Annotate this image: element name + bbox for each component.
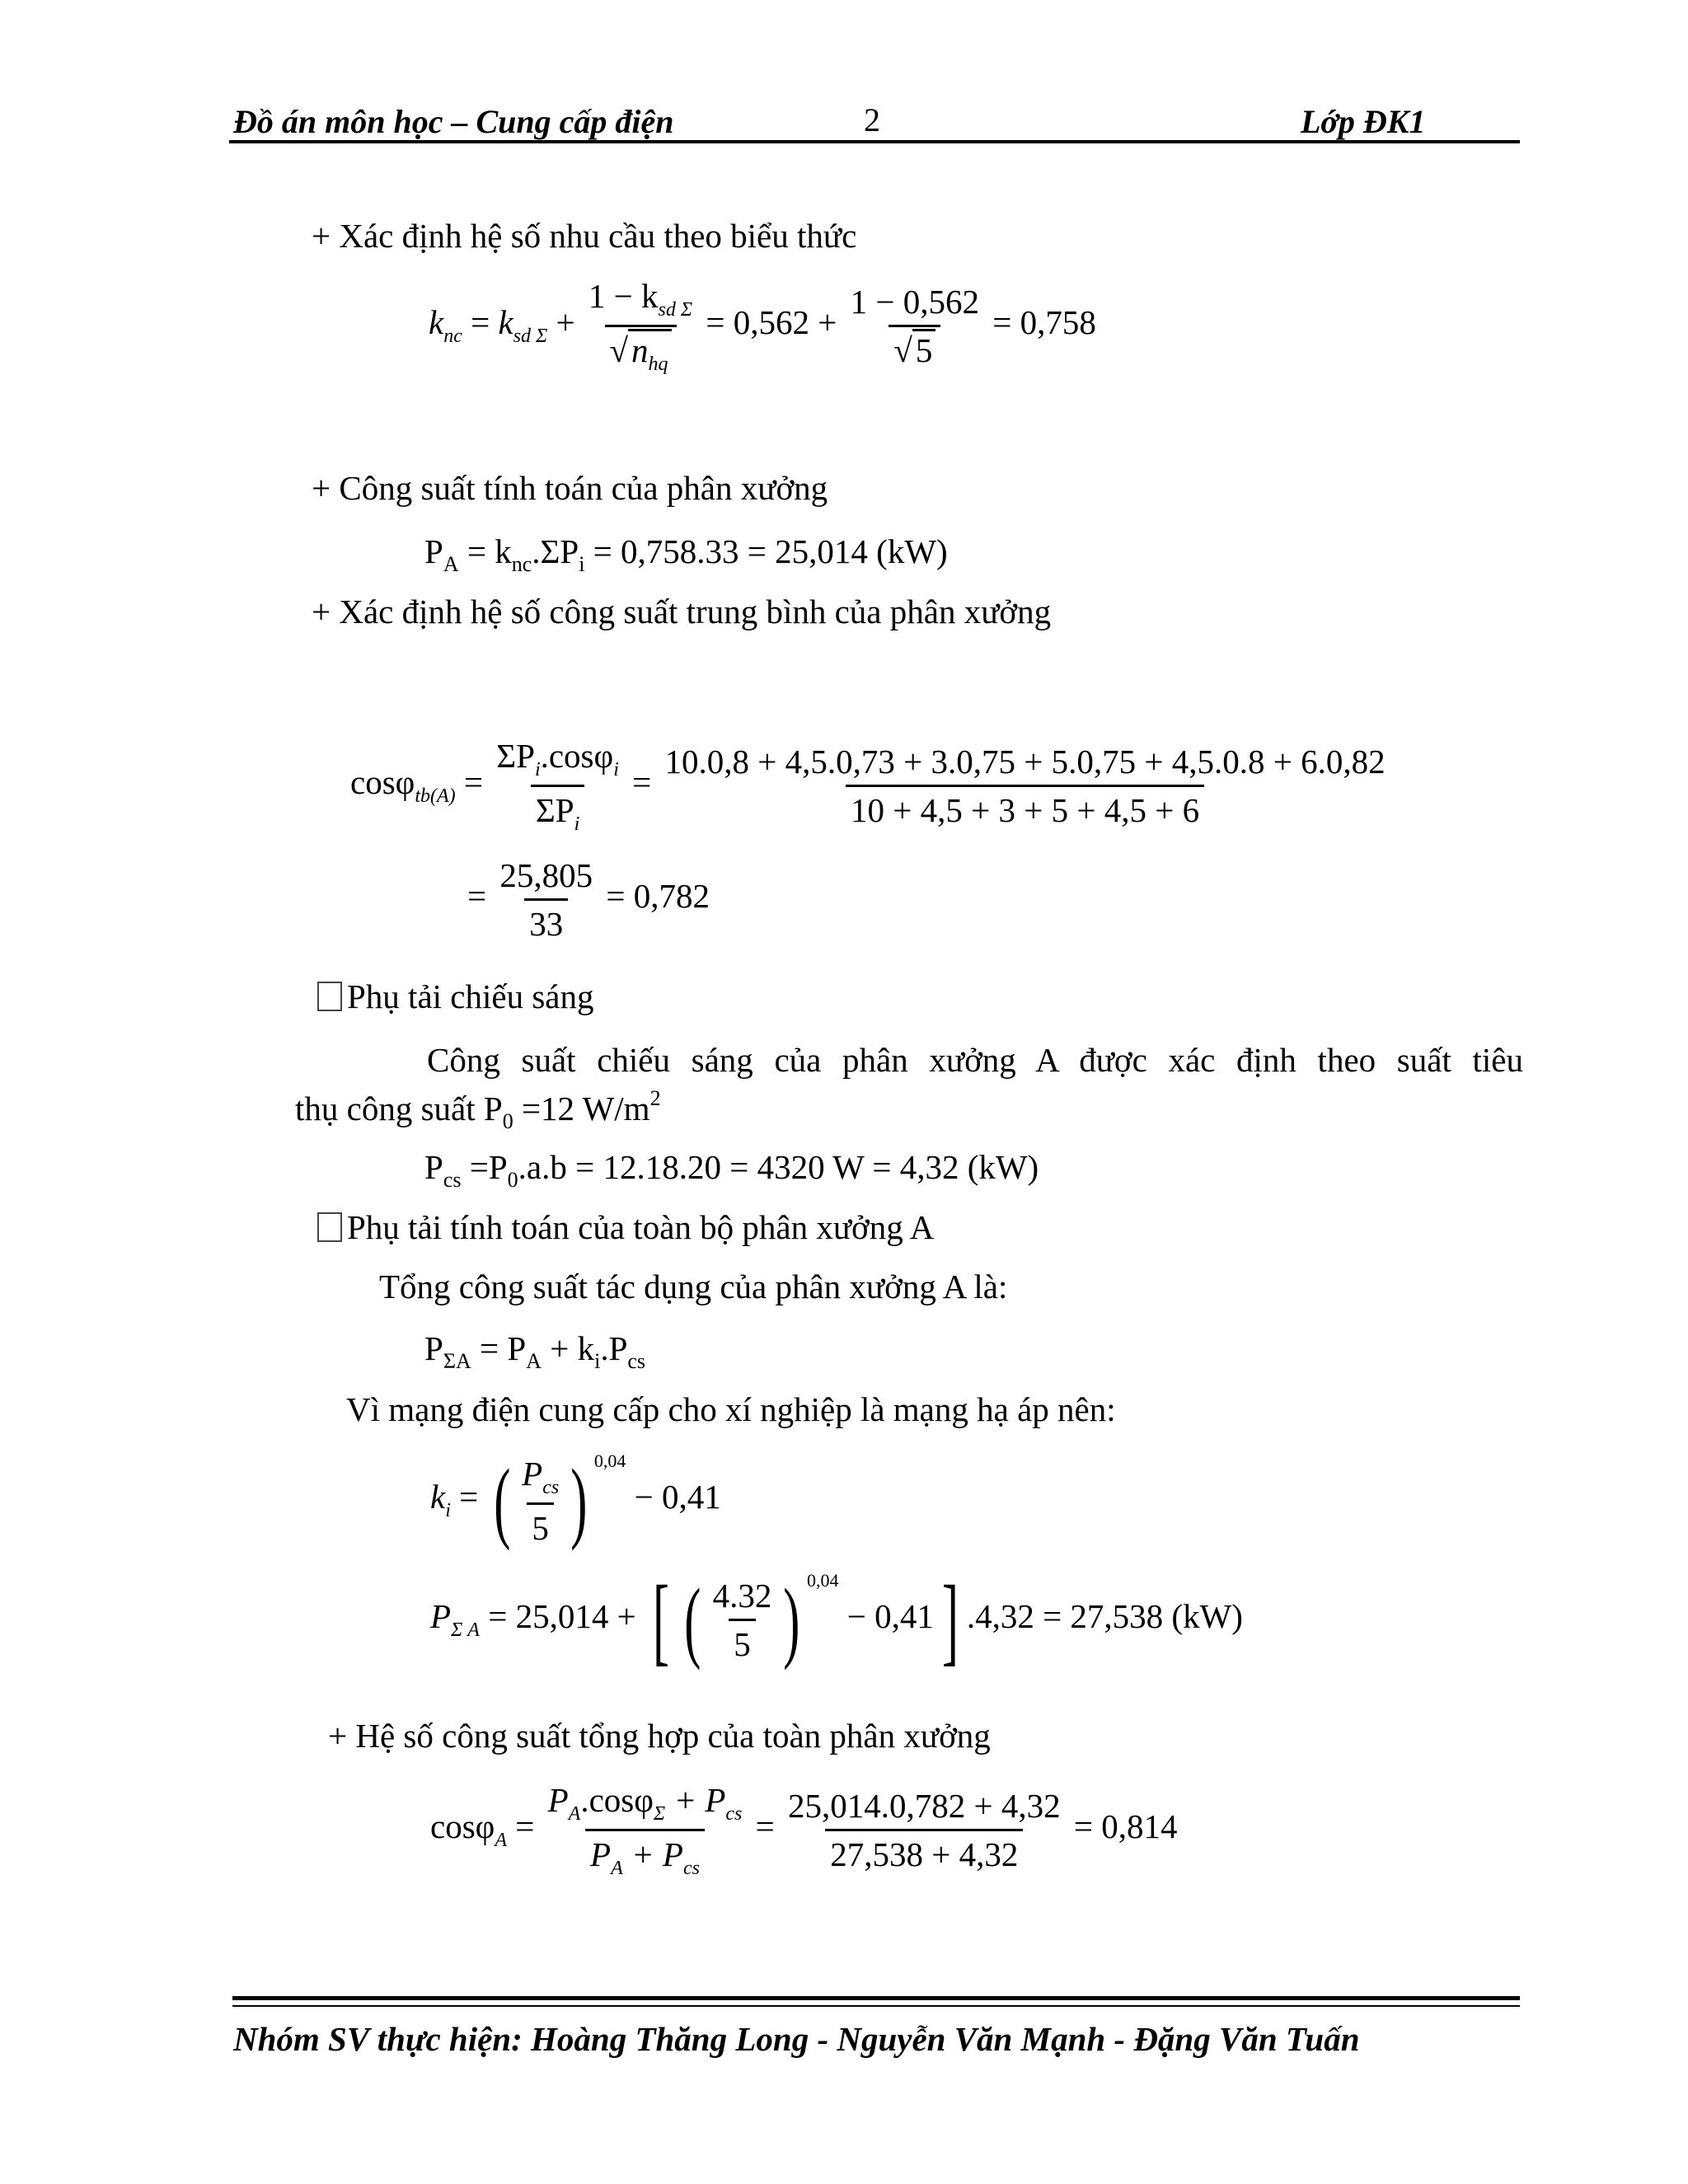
footer-rule-top	[232, 1996, 1520, 2000]
header-class: Lớp ĐK1	[1301, 103, 1426, 140]
text-line-psum: $P_{\Sigma A} = P_A + k_i.P_{cs}$	[424, 1329, 646, 1373]
equation-cosphi-a: cosφ$_A$ = $\frac{P_A.\cos\varphi_\Sigma + P_{cs}}{P_A + P_{cs}}$ = $\frac{25,014.0,782 + 4,32}{27,538 + 4,32}$ = 0,814	[430, 1781, 1178, 1879]
bullet-total-load: Phụ tải tính toán của toàn bộ phân xưởng A	[317, 1207, 934, 1247]
text-line: + Xác định hệ số công suất trung bình của phân xưởng	[312, 593, 1052, 630]
text-line: + Công suất tính toán của phân xưởng	[312, 469, 828, 507]
equation-cosphi-tb: cosφ$_{tb(A)}$ = $\frac{\Sigma P_i.\cos\varphi_i}{\Sigma P_i}$ = $\frac{10.0,8 + 4,5.0,73 + 3.0,75 + 5.0,75 + 4,5.0.8 + 6.0,82}{10 + 4,5 + 3 + 5 + 4,5 + 6}$	[350, 737, 1386, 835]
header-rule	[229, 140, 1520, 143]
text-line-p0: thụ công suất $P_0 =12$ $W/m^2$	[295, 1086, 661, 1133]
text-line-pcs: $P_{cs} =P_0.a.b = 12.18.20 = 4320$ W = 4,32 (kW)	[424, 1148, 1039, 1192]
bullet-lighting: Phụ tải chiếu sáng	[317, 977, 593, 1016]
equation-psum-a: $P_{\Sigma A} = 25,014$ + [ ( $\frac{4.32}{5}$ ) $^{0,04}$ − 0,41] .4,32 = 27,538 (kW)	[430, 1564, 1243, 1675]
text-line-pa: $P_A = k_{nc}.\Sigma P_i = 0,758.33 = 25,014$ (kW)	[424, 532, 948, 576]
equation-cosphi-result: = $\frac{25,805}{33}$ = 0,782	[467, 856, 710, 943]
bullet-box-icon	[317, 982, 342, 1011]
text-line: Tổng công suất tác dụng của phân xưởng A là:	[379, 1268, 1008, 1305]
bullet-box-icon	[317, 1212, 342, 1242]
text-line: Công suất chiếu sáng của phân xưởng A được xác định theo suất tiêu	[427, 1041, 1523, 1079]
footer-rule-bottom	[232, 2005, 1520, 2007]
text-line: Vì mạng điện cung cấp cho xí nghiệp là mạng hạ áp nên:	[346, 1390, 1116, 1428]
equation-ki: $k_i$ = ( $\frac{P_{cs}}{5}$ ) $^{0,04}$ − 0,41	[430, 1450, 721, 1551]
equation-knc: $k_{nc} = k_{sd \Sigma}$ + $\frac{1 - k_{sd \Sigma}}{√n_{hq}}$ = 0,562 + $\frac{1 - 0,562}{√5}$ = 0,758	[429, 277, 1096, 375]
footer-authors: Nhóm SV thực hiện: Hoàng Thăng Long - Nguyễn Văn Mạnh - Đặng Văn Tuấn	[233, 2020, 1360, 2058]
page-number: 2	[864, 101, 880, 138]
text-line: + Xác định hệ số nhu cầu theo biểu thức	[312, 217, 857, 255]
text-line: + Hệ số công suất tổng hợp của toàn phân xưởng	[328, 1717, 991, 1755]
header-title: Đồ án môn học – Cung cấp điện	[233, 103, 674, 140]
